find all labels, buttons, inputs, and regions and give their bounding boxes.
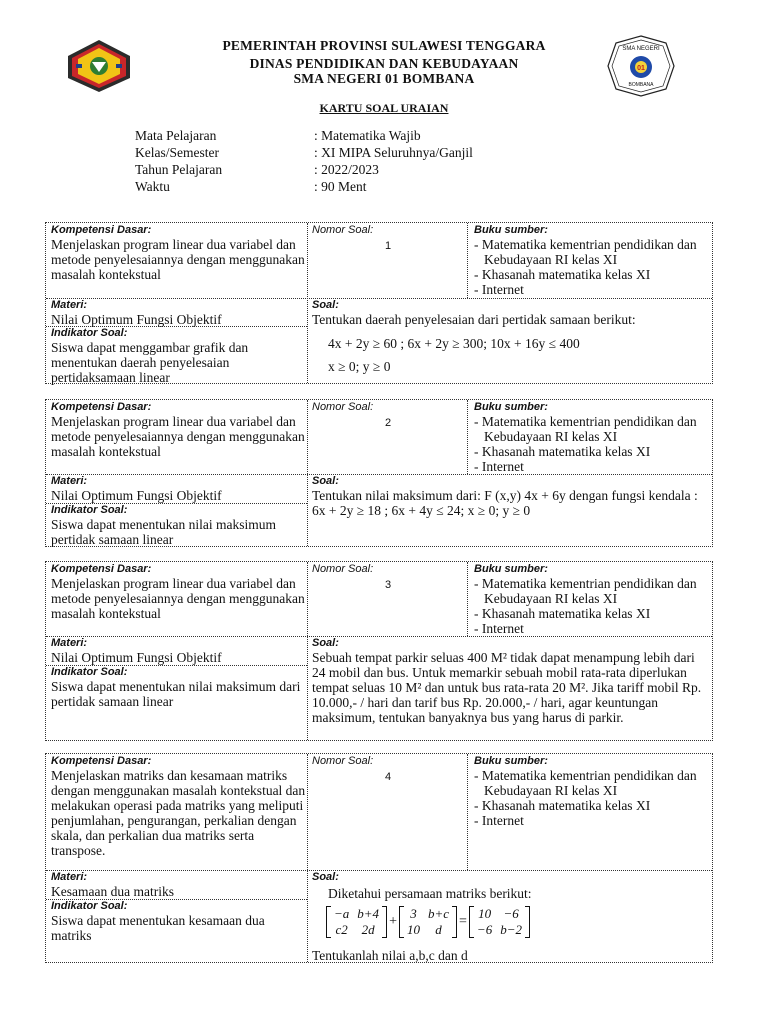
document-title: KARTU SOAL URAIAN [319, 101, 449, 115]
source-item: - Khasanah matematika kelas XI [474, 267, 710, 282]
materi-cell [51, 871, 306, 899]
question-card-2 [45, 399, 713, 547]
soal-intro: Tentukan nilai maksimum dari: F (x,y) 4x + 6y dengan fungsi kendala : [312, 488, 698, 503]
meta-label-time: Waktu [135, 179, 170, 194]
matrix-cell: 10 [478, 906, 492, 921]
matrix-cell: −6 [503, 906, 519, 921]
nomor-label: Nomor Soal: [312, 224, 374, 236]
nomor-value: 2 [384, 417, 392, 429]
soal-label: Soal: [312, 475, 339, 487]
question-card-1 [45, 222, 713, 384]
header-line-1: PEMERINTAH PROVINSI SULAWESI TENGGARA [222, 38, 546, 53]
meta-value-subject: : Matematika Wajib [314, 128, 421, 143]
kd-text: Menjelaskan program linear dua variabel dan metode penyelesaiannya dengan menggunakan masalah kontekstual [51, 237, 305, 282]
svg-text:BOMBANA: BOMBANA [628, 82, 654, 88]
kd-label: Kompetensi Dasar: [51, 755, 152, 767]
source-item: - Matematika kementrian pendidikan dan Kebudayaan RI kelas XI [474, 414, 710, 444]
matrix-cell: −6 [476, 922, 493, 937]
nomor-value: 1 [384, 240, 392, 252]
kd-text: Menjelaskan program linear dua variabel dan metode penyelesaiannya dengan menggunakan masalah kontekstual [51, 576, 305, 621]
plus-operator: + [389, 914, 397, 929]
nomor-cell [312, 224, 464, 252]
header-line-3: SMA NEGERI 01 BOMBANA [293, 71, 475, 86]
nomor-cell [312, 563, 464, 591]
nomor-label: Nomor Soal: [312, 401, 374, 413]
kd-label: Kompetensi Dasar: [51, 401, 152, 413]
soal-equation-1: 4x + 2y ≥ 60 ; 6x + 2y ≥ 300; 10x + 16y ≤ 400 [328, 336, 580, 351]
kd-label: Kompetensi Dasar: [51, 224, 152, 236]
buku-cell [474, 224, 710, 297]
source-item: - Matematika kementrian pendidikan dan Kebudayaan RI kelas XI [474, 768, 710, 798]
matrix-cell: 10 [406, 922, 420, 937]
soal-cell [312, 871, 710, 963]
indikator-label: Indikator Soal: [51, 666, 128, 678]
matrix-cell: −a [334, 906, 350, 921]
kd-cell [51, 563, 306, 621]
buku-label: Buku sumber: [474, 224, 548, 236]
buku-cell [474, 401, 710, 474]
source-list [474, 414, 710, 474]
indikator-text: Siswa dapat menentukan nilai maksimum pertidak samaan linear [51, 517, 276, 547]
buku-label: Buku sumber: [474, 401, 548, 413]
soal-label: Soal: [312, 637, 339, 649]
matrix-a [326, 906, 387, 938]
soal-equation-2: x ≥ 0; y ≥ 0 [328, 359, 391, 374]
question-card-3 [45, 561, 713, 741]
nomor-value: 4 [384, 771, 392, 783]
materi-cell [51, 475, 306, 503]
matrix-cell: b−2 [500, 922, 522, 937]
indikator-label: Indikator Soal: [51, 900, 128, 912]
source-list [474, 576, 710, 636]
meta-value-class: : XI MIPA Seluruhnya/Ganjil [314, 145, 473, 160]
source-item: - Internet [474, 813, 710, 828]
buku-label: Buku sumber: [474, 755, 548, 767]
source-item: - Khasanah matematika kelas XI [474, 444, 710, 459]
matrix-cell: b+4 [357, 906, 380, 921]
header-line-2: DINAS PENDIDIKAN DAN KEBUDAYAAN [249, 56, 519, 71]
materi-text: Nilai Optimum Fungsi Objektif [51, 312, 222, 327]
buku-cell [474, 755, 710, 828]
meta-label-subject: Mata Pelajaran [135, 128, 217, 143]
indikator-label: Indikator Soal: [51, 327, 128, 339]
svg-text:01: 01 [637, 65, 645, 72]
equals-operator: = [459, 914, 467, 929]
indikator-cell [51, 327, 306, 385]
soal-text: Sebuah tempat parkir seluas 400 M² tidak dapat menampung lebih dari 24 mobil dan bus. Untuk memarkir sebuah mobil rata-rata diperlukan tempat seluas 10 M² dan untuk bus rata-rata 20 M². Jika tariff mobil Rp. 10.000,- / hari dan tarif bus Rp. 20.000,- / hari, agar keuntungan maksimum, tentukan banyaknya bus yang harus di parkir. [312, 650, 702, 725]
nomor-label: Nomor Soal: [312, 755, 374, 767]
source-item: - Internet [474, 282, 710, 297]
materi-label: Materi: [51, 475, 88, 487]
nomor-label: Nomor Soal: [312, 563, 374, 575]
source-list [474, 237, 710, 297]
meta-label-year: Tahun Pelajaran [135, 162, 223, 177]
soal-cell [312, 299, 710, 374]
materi-label: Materi: [51, 637, 88, 649]
indikator-cell [51, 504, 306, 547]
soal-intro: Tentukan daerah penyelesaian dari pertidak samaan berikut: [312, 312, 636, 327]
question-card-4 [45, 753, 713, 963]
kd-cell [51, 401, 306, 459]
materi-text: Nilai Optimum Fungsi Objektif [51, 488, 222, 503]
indikator-cell [51, 666, 306, 709]
soal-label: Soal: [312, 871, 339, 883]
nomor-cell [312, 401, 464, 429]
buku-label: Buku sumber: [474, 563, 548, 575]
soal-intro: Diketahui persamaan matriks berikut: [328, 886, 532, 901]
meta-value-time: : 90 Ment [314, 179, 367, 194]
matrix-c [469, 906, 530, 938]
matrix-equation [312, 906, 710, 938]
source-item: - Khasanah matematika kelas XI [474, 606, 710, 621]
indikator-text: Siswa dapat menentukan kesamaan dua matriks [51, 913, 265, 943]
materi-text: Nilai Optimum Fungsi Objektif [51, 650, 222, 665]
nomor-value: 3 [384, 579, 392, 591]
meta-value-year: : 2022/2023 [314, 162, 379, 177]
soal-equation-1: 6x + 2y ≥ 18 ; 6x + 4y ≤ 24; x ≥ 0; y ≥ 0 [312, 503, 531, 518]
matrix-cell: 3 [410, 906, 417, 921]
source-list [474, 768, 710, 828]
svg-text:SMA NEGERI: SMA NEGERI [622, 46, 660, 52]
materi-cell [51, 637, 306, 665]
source-item: - Khasanah matematika kelas XI [474, 798, 710, 813]
source-item: - Internet [474, 621, 710, 636]
nomor-cell [312, 755, 464, 783]
materi-cell [51, 299, 306, 327]
indikator-text: Siswa dapat menggambar grafik dan menentukan daerah penyelesaian pertidaksamaan linear [51, 340, 249, 385]
kd-text: Menjelaskan program linear dua variabel dan metode penyelesaiannya dengan menggunakan masalah kontekstual [51, 414, 305, 459]
meta-label-class: Kelas/Semester [135, 145, 219, 160]
kd-label: Kompetensi Dasar: [51, 563, 152, 575]
matrix-cell: c2 [335, 922, 348, 937]
kd-cell [51, 224, 306, 282]
source-item: - Internet [474, 459, 710, 474]
materi-label: Materi: [51, 299, 88, 311]
kd-text: Menjelaskan matriks dan kesamaan matriks dengan menggunakan masalah kontekstual dan melakukan operasi pada matriks yang meliputi penjumlahan, pengurangan, perkalian dengan skala, dan perkalian dua matriks serta transpose. [51, 768, 306, 858]
soal-cell [312, 637, 710, 725]
source-item: - Matematika kementrian pendidikan dan Kebudayaan RI kelas XI [474, 237, 710, 267]
indikator-label: Indikator Soal: [51, 504, 128, 516]
matrix-cell: d [435, 922, 442, 937]
source-item: - Matematika kementrian pendidikan dan Kebudayaan RI kelas XI [474, 576, 710, 606]
matrix-b [399, 906, 457, 938]
soal-outro: Tentukanlah nilai a,b,c dan d [312, 948, 468, 963]
materi-text: Kesamaan dua matriks [51, 884, 174, 899]
soal-cell [312, 475, 710, 518]
materi-label: Materi: [51, 871, 88, 883]
matrix-cell: 2d [361, 922, 375, 937]
soal-label: Soal: [312, 299, 339, 311]
indikator-text: Siswa dapat menentukan nilai maksimum dari pertidak samaan linear [51, 679, 301, 709]
buku-cell [474, 563, 710, 636]
indikator-cell [51, 900, 306, 943]
school-logo-icon [606, 34, 676, 98]
kd-cell [51, 755, 306, 858]
matrix-cell: b+c [427, 906, 450, 921]
